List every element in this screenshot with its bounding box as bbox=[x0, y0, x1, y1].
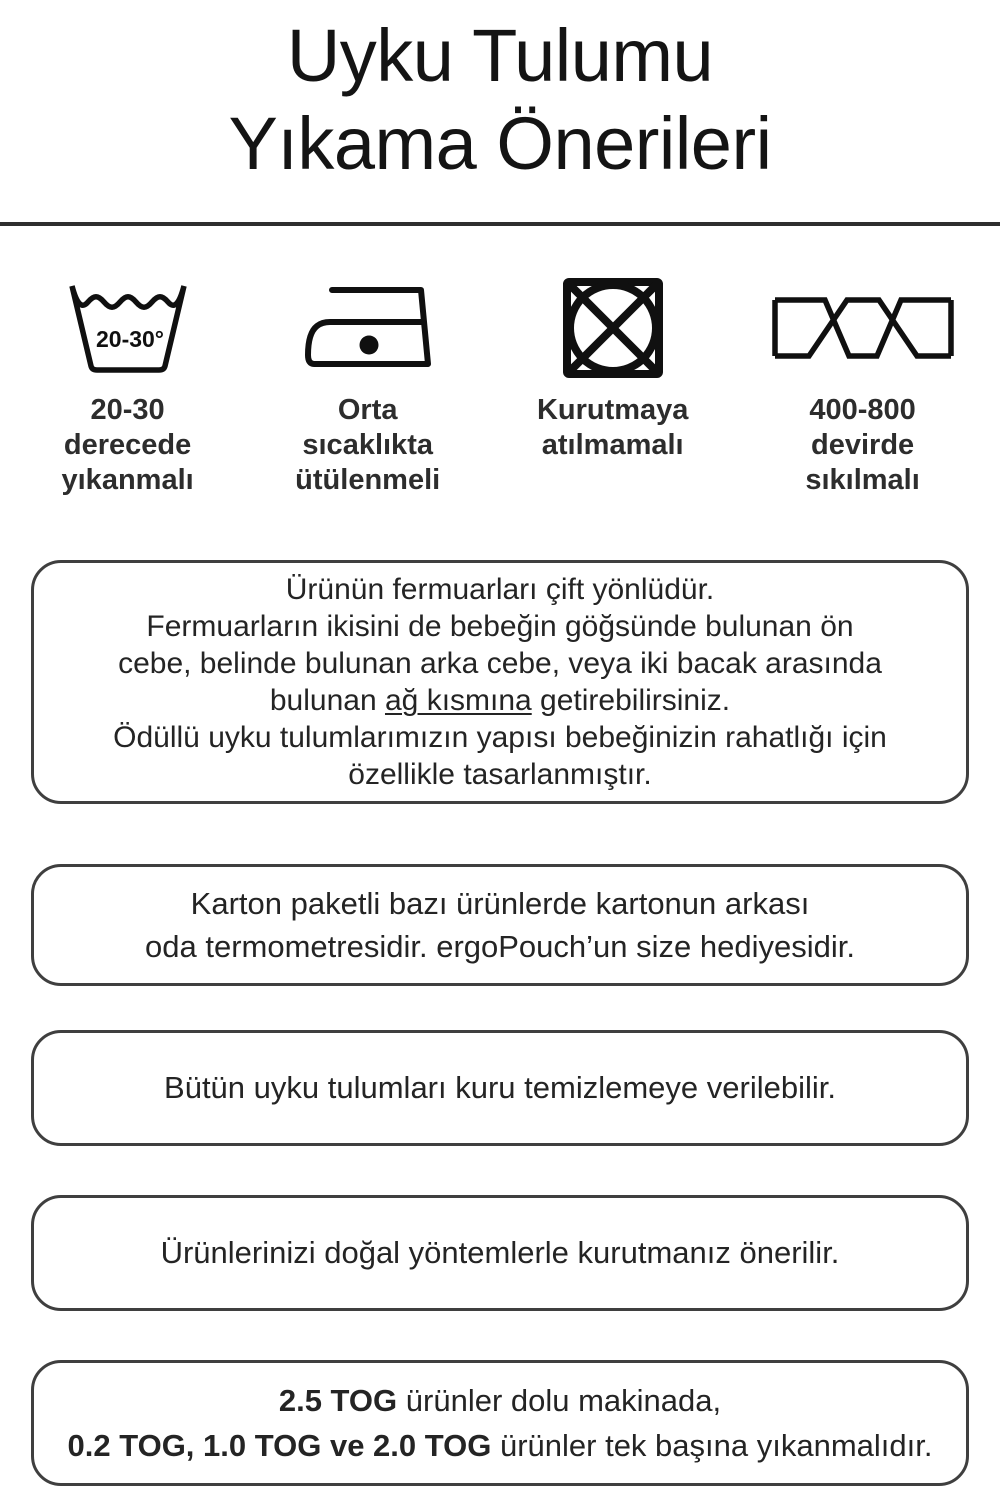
page-title bbox=[0, 0, 1000, 188]
no-tumble-dry-icon bbox=[490, 276, 735, 380]
info-box-line: Bütün uyku tulumları kuru temizlemeye verilebilir. bbox=[164, 1070, 836, 1105]
info-box-line: özellikle tasarlanmıştır. bbox=[348, 758, 652, 791]
care-symbol-label-no-tumble bbox=[490, 393, 735, 463]
wash-temp-text: 20-30° bbox=[95, 326, 164, 352]
label-line: atılmamalı bbox=[541, 429, 684, 461]
care-symbols-row bbox=[0, 276, 1000, 498]
info-box-line: 2.5 TOG ürünler dolu makinada, bbox=[278, 1383, 722, 1418]
info-box-line: 0.2 TOG, 1.0 TOG ve 2.0 TOG ürünler tek başına yıkanmalıdır. bbox=[67, 1428, 933, 1463]
info-box-line: Ödüllü uyku tulumlarımızın yapısı bebeğinizin rahatlığı için bbox=[113, 721, 887, 754]
label-line: Orta bbox=[337, 394, 398, 426]
care-symbol-label-iron bbox=[245, 393, 490, 498]
divider bbox=[0, 222, 1000, 226]
page-title-line1: Uyku Tulumu bbox=[286, 14, 714, 97]
care-symbol-wash bbox=[10, 276, 245, 498]
info-box-tog-washing bbox=[31, 1360, 969, 1486]
label-line: 20-30 bbox=[90, 394, 165, 426]
label-line: 400-800 bbox=[809, 394, 916, 426]
info-box-line: Fermuarların ikisini de bebeğin göğsünde bulunan ön bbox=[146, 610, 854, 643]
iron-icon bbox=[245, 276, 490, 380]
info-box-line: bulunan ağ kısmına getirebilirsiniz. bbox=[269, 684, 731, 717]
wring-icon bbox=[735, 276, 990, 380]
info-box-dry-cleaning bbox=[31, 1030, 969, 1146]
info-box-line: oda termometresidir. ergoPouch’un size hediyesidir. bbox=[145, 929, 855, 964]
label-line: Kurutmaya bbox=[536, 394, 689, 426]
page-title-line2: Yıkama Önerileri bbox=[228, 102, 772, 185]
label-line: devirde bbox=[811, 429, 915, 461]
info-box-line: Karton paketli bazı ürünlerde kartonun arkası bbox=[190, 886, 810, 921]
info-box-natural-drying bbox=[31, 1195, 969, 1311]
care-symbol-wring bbox=[735, 276, 990, 498]
care-symbol-iron bbox=[245, 276, 490, 498]
info-box-line: cebe, belinde bulunan arka cebe, veya iki bacak arasında bbox=[118, 647, 882, 680]
care-symbol-label-wring bbox=[735, 393, 990, 498]
label-line: sıkılmalı bbox=[805, 464, 920, 496]
label-line: sıcaklıkta bbox=[302, 429, 433, 461]
label-line: ütülenmeli bbox=[295, 464, 441, 496]
info-box-line: Ürünlerinizi doğal yöntemlerle kurutmanız önerilir. bbox=[160, 1235, 840, 1270]
label-line: derecede bbox=[63, 429, 192, 461]
label-line: yıkanmalı bbox=[61, 464, 194, 496]
care-symbol-label-wash bbox=[10, 393, 245, 498]
care-symbol-no-tumble-dry bbox=[490, 276, 735, 498]
wash-tub-icon bbox=[10, 276, 245, 380]
info-box-thermometer bbox=[31, 864, 969, 986]
info-box-line: Ürünün fermuarları çift yönlüdür. bbox=[285, 573, 715, 606]
info-box-zippers bbox=[31, 560, 969, 804]
